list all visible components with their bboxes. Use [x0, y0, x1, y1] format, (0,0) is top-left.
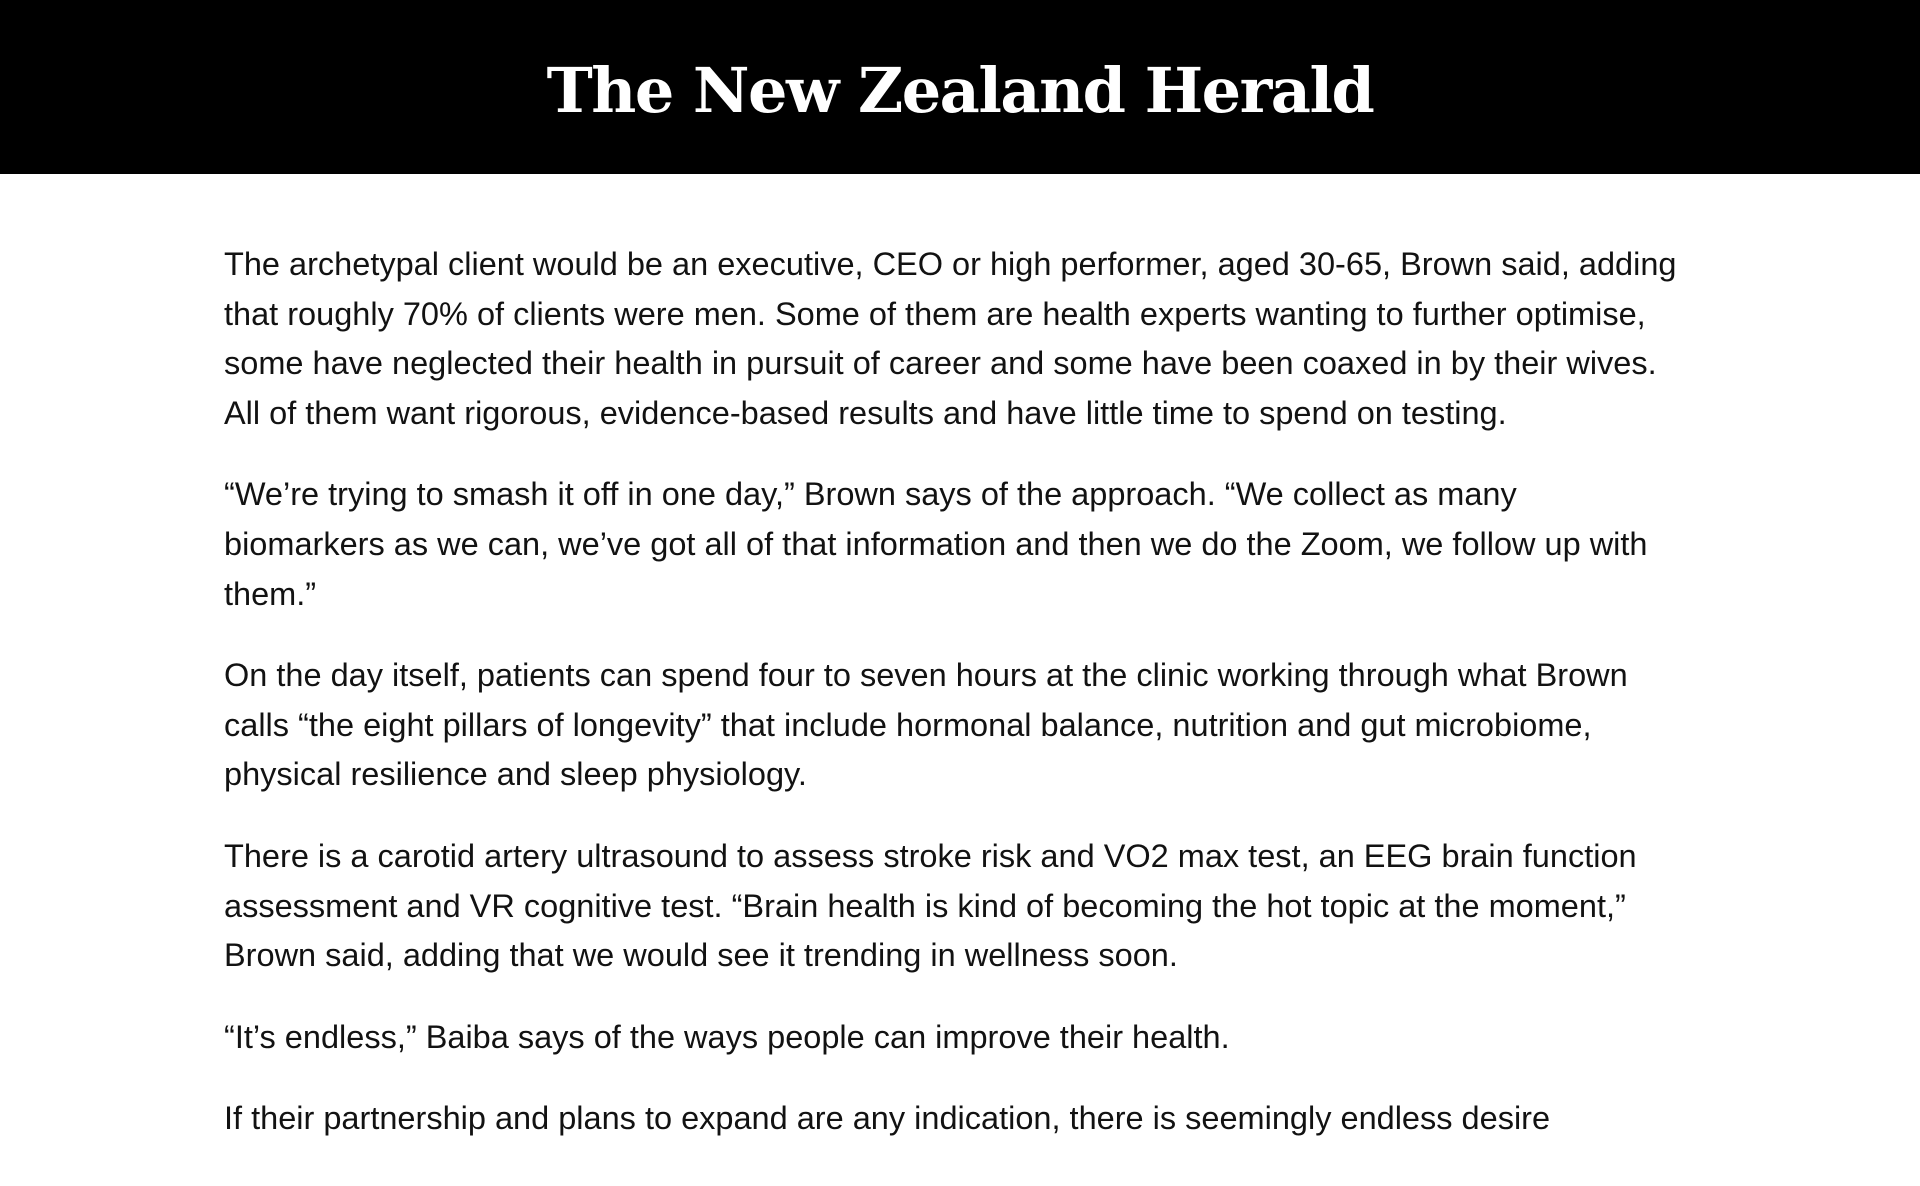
article-paragraph-6: If their partnership and plans to expand are any indication, there is seemingly endless desire [224, 1100, 1551, 1137]
site-logo[interactable]: The New Zealand Herald [546, 54, 1374, 127]
article-body [224, 240, 1684, 1176]
article-paragraph-2: “We’re trying to smash it off in one day,” Brown says of the approach. “We collect as many biomarkers as we can, we’ve got all of that information and then we do the Zoom, we follow up with them.” [224, 476, 1648, 612]
article-paragraph-5: “It’s endless,” Baiba says of the ways people can improve their health. [224, 1018, 1230, 1055]
masthead [0, 0, 1920, 174]
article-paragraph-3: On the day itself, patients can spend four to seven hours at the clinic working through what Brown calls “the eight pillars of longevity” that include hormonal balance, nutrition and gut microbiome, physical resilience and sleep physiology. [224, 657, 1628, 793]
article-paragraph-4: There is a carotid artery ultrasound to assess stroke risk and VO2 max test, an EEG brain function assessment and VR cognitive test. “Brain health is kind of becoming the hot topic at the moment,” Brown said, adding that we would see it trending in wellness soon. [224, 837, 1637, 974]
article-paragraph-1: The archetypal client would be an executive, CEO or high performer, aged 30-65, Brown said, adding that roughly 70% of clients were men. Some of them are health experts wanting to further optimise, some have neglected their health in pursuit of career and some have been coaxed in by their wives. All of them want rigorous, evidence-based results and have little time to spend on testing. [224, 246, 1677, 431]
